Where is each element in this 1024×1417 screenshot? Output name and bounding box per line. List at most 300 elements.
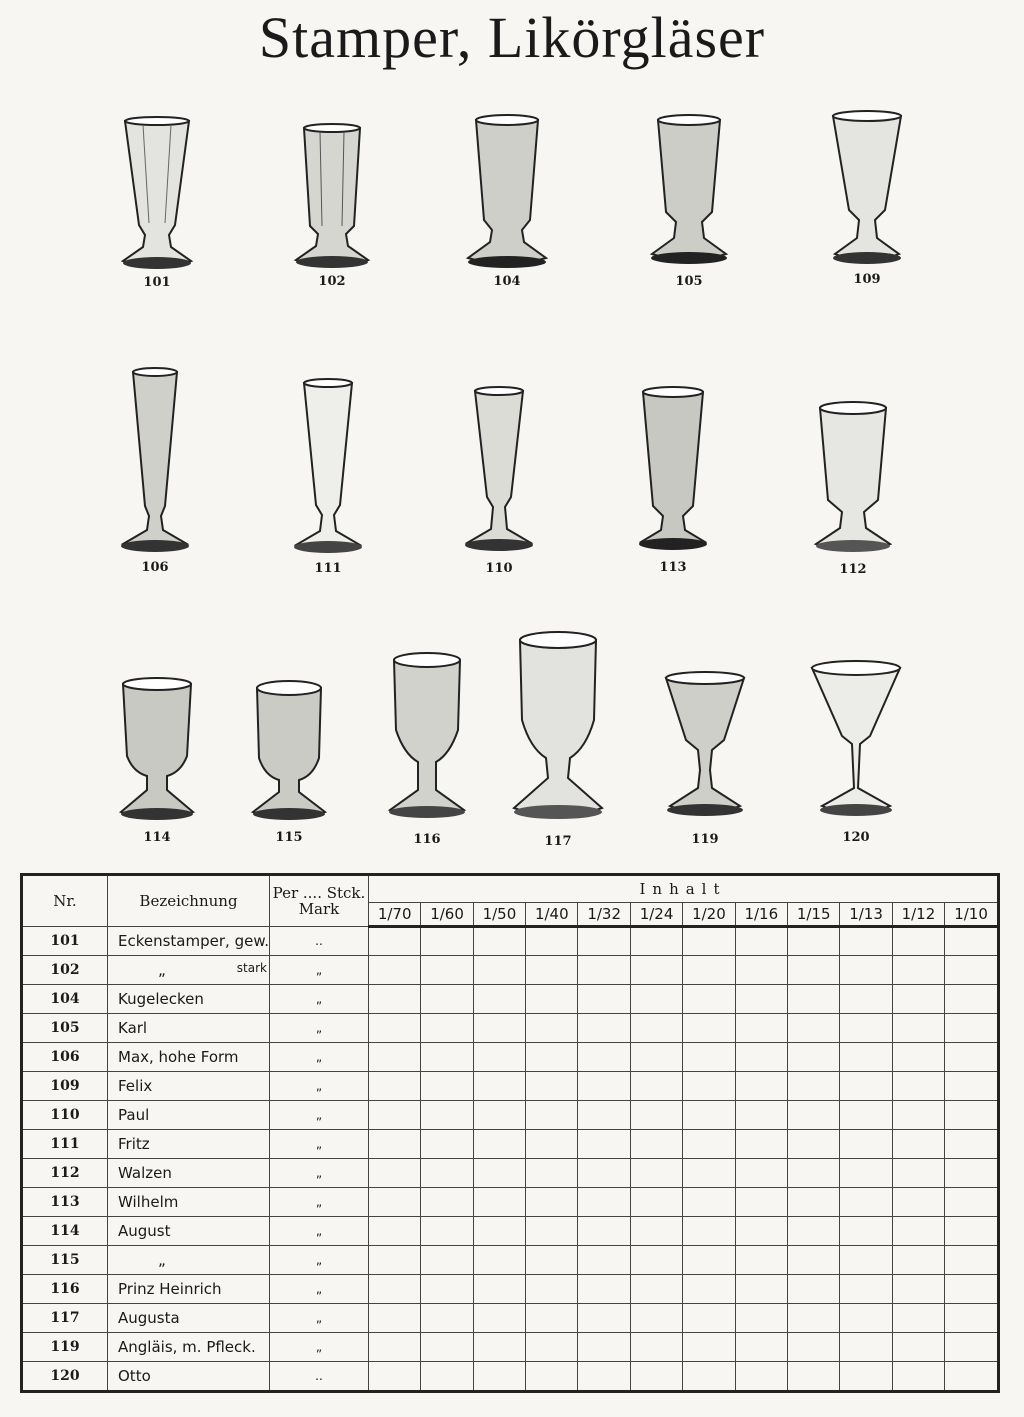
empty-cell: [735, 1217, 787, 1246]
empty-cell: [473, 956, 525, 985]
row-number: 106: [22, 1043, 108, 1072]
row-number: 114: [22, 1217, 108, 1246]
glass-109: [822, 110, 912, 287]
table-row: [22, 1043, 999, 1072]
empty-cell: [421, 1217, 473, 1246]
empty-cell: [945, 1072, 999, 1101]
empty-cell: [473, 1275, 525, 1304]
empty-cell: [735, 1072, 787, 1101]
empty-cell: [630, 1333, 682, 1362]
row-name-cell: [108, 1101, 270, 1130]
row-name-cell: [108, 1130, 270, 1159]
row-name: Felix: [118, 1077, 153, 1095]
empty-cell: [945, 956, 999, 985]
empty-cell: [945, 1188, 999, 1217]
glass-number: 119: [691, 832, 719, 847]
empty-cell: [840, 1130, 892, 1159]
glass-114: [112, 676, 202, 845]
glass-102: [287, 122, 377, 289]
empty-cell: [421, 1275, 473, 1304]
empty-cell: [945, 1159, 999, 1188]
fraction-header: 1/15: [787, 903, 839, 927]
empty-cell: [787, 1362, 839, 1392]
empty-cell: [945, 985, 999, 1014]
empty-cell: [368, 1101, 420, 1130]
header-nr: Nr.: [22, 875, 108, 927]
row-name: Kugelecken: [118, 990, 204, 1008]
glass-number: 105: [675, 274, 703, 289]
empty-cell: [578, 956, 630, 985]
row-name-cell: [108, 1159, 270, 1188]
row-name-cell: [108, 1304, 270, 1333]
empty-cell: [473, 1188, 525, 1217]
glass-number: 114: [143, 830, 171, 845]
empty-cell: [578, 1304, 630, 1333]
table-row: [22, 927, 999, 956]
empty-cell: [892, 1014, 944, 1043]
empty-cell: [787, 1333, 839, 1362]
empty-cell: [473, 1246, 525, 1275]
empty-cell: [421, 1072, 473, 1101]
row-number: 105: [22, 1014, 108, 1043]
row-mark: „: [269, 1043, 368, 1072]
glass-number: 111: [314, 561, 342, 576]
glass-104-drawing: [464, 114, 550, 272]
empty-cell: [630, 1304, 682, 1333]
empty-cell: [787, 1304, 839, 1333]
empty-cell: [368, 1014, 420, 1043]
table-row: [22, 1072, 999, 1101]
glass-120-drawing: [806, 660, 906, 828]
empty-cell: [735, 1246, 787, 1275]
empty-cell: [840, 1188, 892, 1217]
row-number: 102: [22, 956, 108, 985]
fraction-header: 1/70: [368, 903, 420, 927]
empty-cell: [683, 1043, 735, 1072]
glass-115: [244, 678, 334, 845]
empty-cell: [735, 1333, 787, 1362]
row-name-cell: [108, 956, 270, 985]
row-mark: „: [269, 1159, 368, 1188]
glass-113-drawing: [633, 386, 713, 558]
empty-cell: [630, 985, 682, 1014]
empty-cell: [945, 1246, 999, 1275]
glass-106: [110, 366, 200, 575]
glass-number: 120: [842, 830, 870, 845]
empty-cell: [892, 1304, 944, 1333]
empty-cell: [578, 985, 630, 1014]
empty-cell: [840, 1014, 892, 1043]
row-name: „: [158, 961, 166, 979]
row-number: 117: [22, 1304, 108, 1333]
empty-cell: [840, 1304, 892, 1333]
empty-cell: [735, 1014, 787, 1043]
empty-cell: [683, 1362, 735, 1392]
empty-cell: [945, 1014, 999, 1043]
empty-cell: [840, 1072, 892, 1101]
row-number: 119: [22, 1333, 108, 1362]
empty-cell: [735, 1188, 787, 1217]
empty-cell: [421, 1362, 473, 1392]
glass-119-drawing: [660, 670, 750, 830]
header-per-stck: [269, 875, 368, 927]
row-mark: „: [269, 1217, 368, 1246]
empty-cell: [787, 1188, 839, 1217]
glass-number: 110: [485, 561, 513, 576]
empty-cell: [840, 1217, 892, 1246]
empty-cell: [368, 927, 420, 956]
row-name-cell: [108, 1014, 270, 1043]
row-name-cell: [108, 1188, 270, 1217]
empty-cell: [421, 1304, 473, 1333]
empty-cell: [578, 1217, 630, 1246]
empty-cell: [892, 927, 944, 956]
fraction-header: 1/10: [945, 903, 999, 927]
row-number: 110: [22, 1101, 108, 1130]
row-number: 115: [22, 1246, 108, 1275]
glass-109-drawing: [827, 110, 907, 270]
empty-cell: [526, 1217, 578, 1246]
glass-number: 116: [413, 832, 441, 847]
row-mark: ..: [269, 927, 368, 956]
empty-cell: [630, 1130, 682, 1159]
empty-cell: [526, 1246, 578, 1275]
glass-116: [382, 650, 472, 847]
fraction-header: 1/50: [473, 903, 525, 927]
empty-cell: [368, 1043, 420, 1072]
empty-cell: [630, 1043, 682, 1072]
empty-cell: [892, 1333, 944, 1362]
row-number: 109: [22, 1072, 108, 1101]
empty-cell: [892, 1130, 944, 1159]
empty-cell: [630, 956, 682, 985]
row-mark: „: [269, 1101, 368, 1130]
empty-cell: [787, 1072, 839, 1101]
glass-115-drawing: [247, 678, 331, 828]
empty-cell: [683, 1130, 735, 1159]
empty-cell: [787, 1217, 839, 1246]
empty-cell: [473, 1159, 525, 1188]
empty-cell: [945, 1362, 999, 1392]
fraction-header: 1/12: [892, 903, 944, 927]
empty-cell: [473, 985, 525, 1014]
row-name-cell: [108, 1043, 270, 1072]
empty-cell: [526, 1130, 578, 1159]
glass-number: 113: [659, 560, 687, 575]
row-mark: „: [269, 956, 368, 985]
empty-cell: [892, 1072, 944, 1101]
empty-cell: [683, 956, 735, 985]
empty-cell: [787, 1101, 839, 1130]
empty-cell: [421, 1159, 473, 1188]
empty-cell: [421, 1101, 473, 1130]
empty-cell: [892, 1275, 944, 1304]
glass-number: 109: [853, 272, 881, 287]
table-row: [22, 1159, 999, 1188]
glass-number: 112: [839, 562, 867, 577]
empty-cell: [421, 1333, 473, 1362]
empty-cell: [892, 1043, 944, 1072]
empty-cell: [578, 1188, 630, 1217]
empty-cell: [683, 1101, 735, 1130]
empty-cell: [840, 1043, 892, 1072]
empty-cell: [945, 1130, 999, 1159]
empty-cell: [473, 1362, 525, 1392]
empty-cell: [526, 1275, 578, 1304]
glass-119: [660, 670, 750, 847]
empty-cell: [892, 1159, 944, 1188]
empty-cell: [578, 1246, 630, 1275]
glass-116-drawing: [384, 650, 470, 830]
table-row: [22, 1362, 999, 1392]
empty-cell: [421, 985, 473, 1014]
row-name-cell: [108, 985, 270, 1014]
glass-114-drawing: [115, 676, 199, 828]
empty-cell: [526, 985, 578, 1014]
empty-cell: [526, 1014, 578, 1043]
glass-number: 102: [318, 274, 346, 289]
empty-cell: [735, 1275, 787, 1304]
glass-104: [462, 114, 552, 289]
empty-cell: [578, 1159, 630, 1188]
empty-cell: [526, 927, 578, 956]
row-name: Paul: [118, 1106, 150, 1124]
table-row: [22, 1333, 999, 1362]
row-mark: ..: [269, 1362, 368, 1392]
page-title: Stamper, Likörgläser: [258, 5, 766, 70]
empty-cell: [683, 1188, 735, 1217]
empty-cell: [578, 927, 630, 956]
header-mark-label: Mark: [298, 900, 340, 918]
empty-cell: [787, 1246, 839, 1275]
empty-cell: [683, 927, 735, 956]
empty-cell: [630, 1014, 682, 1043]
glass-112: [808, 400, 898, 577]
empty-cell: [368, 985, 420, 1014]
fraction-header: 1/24: [630, 903, 682, 927]
empty-cell: [578, 1362, 630, 1392]
row-name-cell: [108, 1362, 270, 1392]
empty-cell: [945, 1333, 999, 1362]
empty-cell: [368, 1275, 420, 1304]
row-mark: „: [269, 1275, 368, 1304]
empty-cell: [892, 1101, 944, 1130]
empty-cell: [735, 1101, 787, 1130]
empty-cell: [787, 927, 839, 956]
glass-number: 101: [143, 275, 171, 290]
empty-cell: [787, 1159, 839, 1188]
empty-cell: [368, 1072, 420, 1101]
empty-cell: [473, 1217, 525, 1246]
empty-cell: [578, 1130, 630, 1159]
glass-111: [283, 377, 373, 576]
table-row: [22, 1130, 999, 1159]
empty-cell: [630, 1159, 682, 1188]
empty-cell: [630, 1217, 682, 1246]
glass-105: [644, 114, 734, 289]
empty-cell: [421, 927, 473, 956]
empty-cell: [840, 1275, 892, 1304]
glass-101: [112, 115, 202, 290]
empty-cell: [526, 1043, 578, 1072]
glass-112-drawing: [810, 400, 896, 560]
row-name: Prinz Heinrich: [118, 1280, 222, 1298]
empty-cell: [683, 1246, 735, 1275]
empty-cell: [473, 1014, 525, 1043]
empty-cell: [735, 1304, 787, 1333]
empty-cell: [892, 985, 944, 1014]
price-table: [20, 873, 1000, 1393]
row-name: Otto: [118, 1367, 151, 1385]
empty-cell: [630, 1246, 682, 1275]
row-name-cell: [108, 1072, 270, 1101]
empty-cell: [578, 1101, 630, 1130]
empty-cell: [473, 927, 525, 956]
empty-cell: [630, 1275, 682, 1304]
empty-cell: [526, 1188, 578, 1217]
glass-101-drawing: [117, 115, 197, 273]
row-mark: „: [269, 1130, 368, 1159]
row-name: Eckenstamper, gew.: [118, 932, 269, 950]
row-name: Wilhelm: [118, 1193, 179, 1211]
empty-cell: [368, 1130, 420, 1159]
empty-cell: [421, 956, 473, 985]
row-mark: „: [269, 1072, 368, 1101]
table-row: [22, 1101, 999, 1130]
empty-cell: [735, 1130, 787, 1159]
empty-cell: [526, 1304, 578, 1333]
empty-cell: [683, 1304, 735, 1333]
row-name-cell: [108, 1333, 270, 1362]
empty-cell: [473, 1043, 525, 1072]
header-per-stck-label: Per .... Stck.: [272, 884, 366, 902]
empty-cell: [421, 1246, 473, 1275]
row-number: 116: [22, 1275, 108, 1304]
glass-111-drawing: [288, 377, 368, 559]
empty-cell: [840, 1246, 892, 1275]
row-number: 111: [22, 1130, 108, 1159]
empty-cell: [683, 1217, 735, 1246]
empty-cell: [578, 1043, 630, 1072]
empty-cell: [683, 1333, 735, 1362]
glass-117-drawing: [508, 628, 608, 832]
fraction-header: 1/40: [526, 903, 578, 927]
empty-cell: [787, 1130, 839, 1159]
empty-cell: [735, 1159, 787, 1188]
glass-105-drawing: [646, 114, 732, 272]
empty-cell: [578, 1275, 630, 1304]
row-name: Augusta: [118, 1309, 180, 1327]
empty-cell: [892, 1188, 944, 1217]
empty-cell: [630, 927, 682, 956]
table-row: [22, 1014, 999, 1043]
row-name: Max, hohe Form: [118, 1048, 239, 1066]
empty-cell: [526, 1362, 578, 1392]
table-row: [22, 956, 999, 985]
empty-cell: [630, 1072, 682, 1101]
row-name-cell: [108, 1246, 270, 1275]
glass-number: 104: [493, 274, 521, 289]
empty-cell: [630, 1188, 682, 1217]
empty-cell: [368, 1246, 420, 1275]
empty-cell: [787, 1275, 839, 1304]
row-mark: „: [269, 985, 368, 1014]
empty-cell: [787, 985, 839, 1014]
empty-cell: [578, 1014, 630, 1043]
empty-cell: [840, 1101, 892, 1130]
empty-cell: [840, 1333, 892, 1362]
empty-cell: [735, 927, 787, 956]
row-mark: „: [269, 1304, 368, 1333]
row-number: 101: [22, 927, 108, 956]
table-row: [22, 1217, 999, 1246]
empty-cell: [526, 1101, 578, 1130]
fraction-header: 1/32: [578, 903, 630, 927]
empty-cell: [892, 1246, 944, 1275]
empty-cell: [630, 1362, 682, 1392]
row-name-cell: [108, 927, 270, 956]
empty-cell: [683, 985, 735, 1014]
row-mark: „: [269, 1333, 368, 1362]
glass-number: 106: [141, 560, 169, 575]
row-name-cell: [108, 1217, 270, 1246]
row-number: 113: [22, 1188, 108, 1217]
fraction-header: 1/16: [735, 903, 787, 927]
glass-117: [508, 628, 608, 849]
table-row: [22, 1275, 999, 1304]
empty-cell: [473, 1304, 525, 1333]
empty-cell: [945, 1101, 999, 1130]
empty-cell: [473, 1130, 525, 1159]
empty-cell: [892, 956, 944, 985]
header-inhalt: Inhalt: [368, 875, 998, 903]
empty-cell: [892, 1217, 944, 1246]
row-name: Karl: [118, 1019, 148, 1037]
empty-cell: [840, 985, 892, 1014]
empty-cell: [945, 1043, 999, 1072]
row-number: 112: [22, 1159, 108, 1188]
table-body: [22, 927, 999, 1392]
row-name-suffix: stark: [236, 961, 267, 975]
table-row: [22, 1188, 999, 1217]
empty-cell: [945, 927, 999, 956]
row-number: 104: [22, 985, 108, 1014]
fraction-header: 1/60: [421, 903, 473, 927]
row-name: Angläis, m. Pfleck.: [118, 1338, 256, 1356]
glass-number: 115: [275, 830, 303, 845]
empty-cell: [421, 1130, 473, 1159]
empty-cell: [473, 1333, 525, 1362]
table-row: [22, 985, 999, 1014]
empty-cell: [683, 1159, 735, 1188]
empty-cell: [578, 1333, 630, 1362]
empty-cell: [526, 956, 578, 985]
table-row: [22, 1246, 999, 1275]
glass-120: [806, 660, 906, 845]
empty-cell: [735, 956, 787, 985]
empty-cell: [683, 1014, 735, 1043]
empty-cell: [787, 1043, 839, 1072]
empty-cell: [683, 1072, 735, 1101]
empty-cell: [368, 1333, 420, 1362]
empty-cell: [526, 1333, 578, 1362]
empty-cell: [368, 1159, 420, 1188]
empty-cell: [368, 1217, 420, 1246]
glass-110-drawing: [459, 385, 539, 559]
empty-cell: [840, 927, 892, 956]
row-name: „: [158, 1251, 166, 1269]
glass-110: [454, 385, 544, 576]
